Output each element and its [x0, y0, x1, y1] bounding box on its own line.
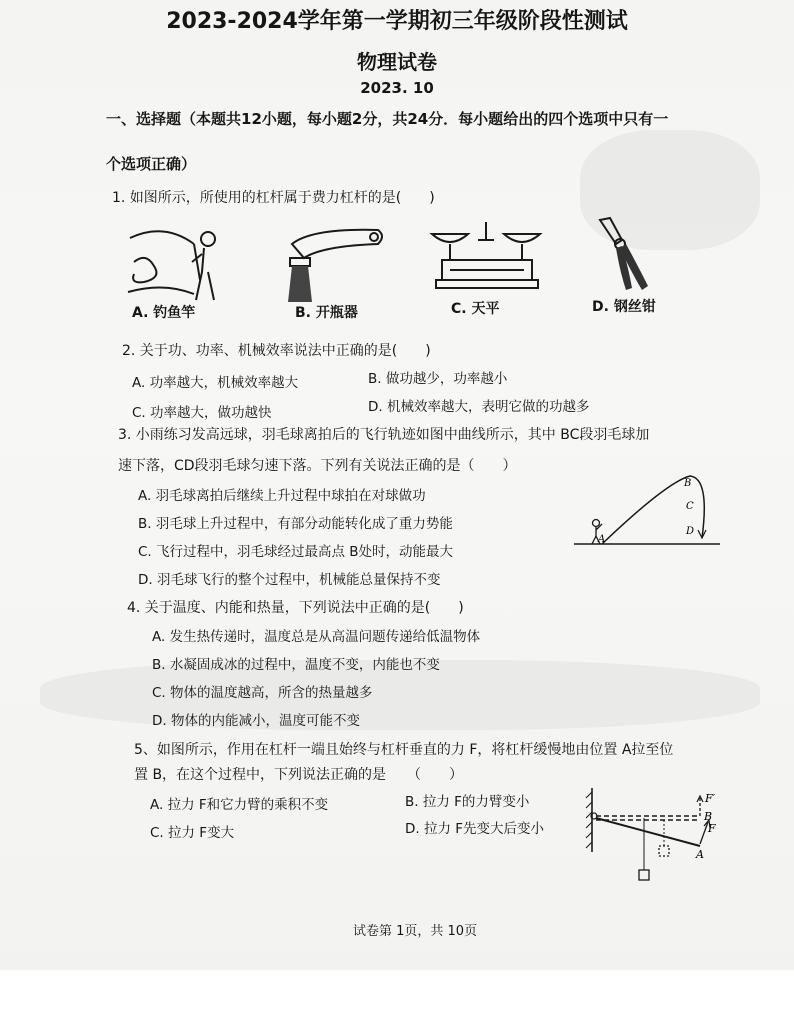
question-5-stem-line2: 置 B，在这个过程中，下列说法正确的是 （ ） [134, 767, 464, 783]
question-1-stem: 1. 如图所示，所使用的杠杆属于费力杠杆的是( ) [112, 190, 435, 206]
pliers-figure [590, 214, 660, 294]
question-2-option-c: C. 功率越大，做功越快 [132, 405, 272, 421]
question-3-stem-line2: 速下落，CD段羽毛球匀速下落。下列有关说法正确的是（ ） [118, 458, 517, 474]
lever-figure [584, 786, 724, 882]
question-2-option-a: A. 功率越大，机械效率越大 [132, 375, 299, 391]
question-3-option-d: D. 羽毛球飞行的整个过程中，机械能总量保持不变 [138, 572, 441, 588]
question-2-option-b: B. 做功越少，功率越小 [368, 371, 508, 387]
question-5-option-b: B. 拉力 F的力臂变小 [405, 794, 530, 810]
question-4-option-d: D. 物体的内能减小，温度可能不变 [152, 713, 360, 729]
question-5-option-c: C. 拉力 F变大 [150, 825, 235, 841]
position-label-a: A [696, 848, 704, 861]
force-label-f-prime: F′ [705, 792, 716, 805]
question-5-option-d: D. 拉力 F先变大后变小 [405, 821, 545, 837]
balance-scale-figure [428, 218, 548, 302]
fishing-rod-figure [124, 222, 224, 302]
position-label-b: B [704, 810, 713, 823]
option-label-c: C. 天平 [451, 301, 500, 317]
bottle-opener-figure [282, 222, 392, 302]
option-label-d: D. 钢丝钳 [592, 299, 656, 315]
question-4-option-b: B. 水凝固成冰的过程中，温度不变，内能也不变 [152, 657, 440, 673]
question-4-option-c: C. 物体的温度越高，所含的热量越多 [152, 685, 373, 701]
point-label-a: A [598, 534, 606, 545]
shuttlecock-trajectory-figure [572, 468, 722, 552]
question-5-option-a: A. 拉力 F和它力臂的乘积不变 [150, 797, 329, 813]
question-2-option-d: D. 机械效率越大，表明它做的功越多 [368, 399, 590, 415]
exam-date: 2023. 10 [360, 79, 434, 97]
option-label-b: B. 开瓶器 [295, 305, 358, 321]
question-4-option-a: A. 发生热传递时，温度总是从高温问题传递给低温物体 [152, 629, 481, 645]
question-3-stem-line1: 3. 小雨练习发高远球，羽毛球离拍后的飞行轨迹如图中曲线所示，其中 BC段羽毛球加 [118, 427, 650, 443]
question-3-option-a: A. 羽毛球离拍后继续上升过程中球拍在对球做功 [138, 488, 426, 504]
section-heading: 一、选择题（本题共12小题，每小题2分，共24分．每小题给出的四个选项中只有一 [106, 110, 669, 128]
point-label-b: B [684, 478, 692, 489]
option-label-a: A. 钓鱼竿 [132, 305, 196, 321]
question-5-stem-line1: 5、如图所示，作用在杠杆一端且始终与杠杆垂直的力 F，将杠杆缓慢地由位置 A拉至位 [134, 742, 674, 758]
point-label-d: D [686, 526, 695, 537]
question-3-option-b: B. 羽毛球上升过程中，有部分动能转化成了重力势能 [138, 516, 453, 532]
section-heading-cont: 个选项正确） [106, 155, 197, 173]
point-label-c: C [686, 501, 694, 512]
force-label-f: F [708, 822, 716, 835]
exam-title: 2023-2024学年第一学期初三年级阶段性测试 [166, 9, 628, 34]
page-margin [0, 970, 794, 1028]
question-4-stem: 4. 关于温度、内能和热量，下列说法中正确的是( ) [127, 600, 464, 616]
question-2-stem: 2. 关于功、功率、机械效率说法中正确的是( ) [122, 343, 431, 359]
page-footer: 试卷第 1页，共 10页 [353, 924, 478, 939]
question-3-option-c: C. 飞行过程中，羽毛球经过最高点 B处时，动能最大 [138, 544, 454, 560]
subject-title: 物理试卷 [357, 50, 437, 74]
